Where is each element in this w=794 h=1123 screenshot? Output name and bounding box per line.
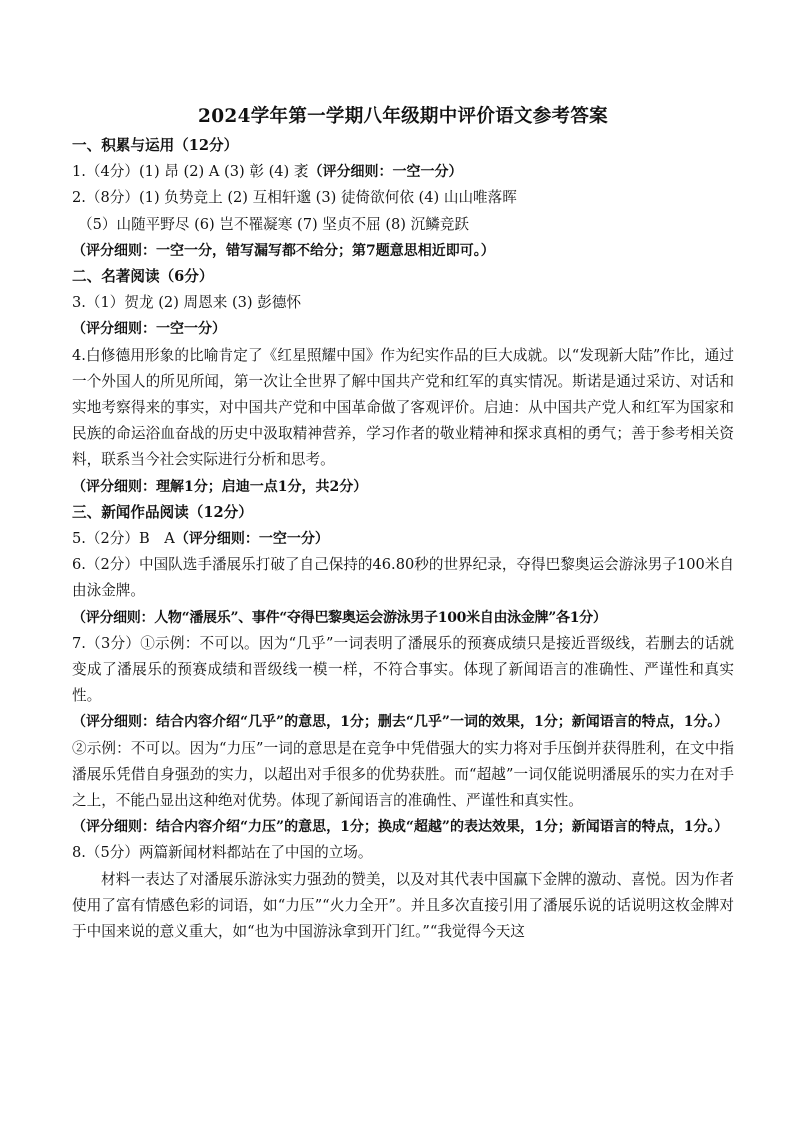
document-title: 2024学年第一学期八年级期中评价语文参考答案 bbox=[198, 106, 608, 127]
answer-q3: 3.（1）贺龙 (2) 周恩来 (3) 彭德怀 bbox=[72, 294, 302, 312]
scoring-note-q2: （评分细则：一空一分，错写漏写都不给分；第7题意思相近即可。） bbox=[72, 242, 495, 259]
answer-q8-material1: 材料一表达了对潘展乐游泳实力强劲的赞美，以及对其代表中国赢下金牌的激动、喜悦。因为作者使用了富有情感色彩的词语，如“力压”“火力全开”。并且多次直接引用了潘展乐说的话说明这枚金牌对于中国来说的意义重大，如“也为中国游泳拿到开门红。”“我觉得今天这 bbox=[72, 870, 734, 941]
scoring-note-q5: （评分细则：一空一分） bbox=[174, 531, 329, 548]
scoring-note-q6: （评分细则：人物“潘展乐”、事件“夺得巴黎奥运会游泳男子100米自由泳金牌”各1分） bbox=[72, 609, 607, 626]
answer-q4: 4.白修德用形象的比喻肯定了《红星照耀中国》作为纪实作品的巨大成就。以“发现新大陆”作比，通过一个外国人的所见所闻，第一次让全世界了解中国共产党和红军的真实情况。斯诺是通过采访、对话和实地考察得来的事实，对中国共产党和中国革命做了客观评价。启迪：从中国共产党人和红军为国家和民族的命运浴血奋战的历史中汲取精神营养，学习作者的敬业精神和探求真相的勇气；善于参考相关资料，联系当今社会实际进行分析和思考。 bbox=[72, 346, 734, 469]
answer-q1: 1.（4分）(1) 昂 (2) A (3) 彰 (4) 袤 bbox=[72, 163, 309, 181]
scoring-note-q1: （评分细则：一空一分） bbox=[308, 164, 463, 181]
scoring-note-q7-example2: （评分细则：结合内容介绍“力压”的意思，1分；换成“超越”的表达效果，1分；新闻语言的特点，1分。） bbox=[72, 819, 729, 836]
answer-q6: 6.（2分）中国队选手潘展乐打破了自己保持的46.80秒的世界纪录，夺得巴黎奥运会游泳男子100米自由泳金牌。 bbox=[72, 556, 735, 600]
answer-q7-example1: 7.（3分）①示例：不可以。因为“几乎”一词表明了潘展乐的预赛成绩只是接近晋级线，若删去的话就变成了潘展乐的预赛成绩和晋级线一模一样，不符合事实。体现了新闻语言的准确性、严谨性和真实性。 bbox=[72, 634, 734, 705]
section-heading-classics: 二、名著阅读（6分） bbox=[72, 268, 214, 286]
answer-q2-part2: （5）山随平野尽 (6) 岂不罹凝寒 (7) 坚贞不屈 (8) 沉鳞竞跃 bbox=[78, 215, 470, 233]
scoring-note-q3: （评分细则：一空一分） bbox=[72, 321, 226, 338]
answer-q2-part1: 2.（8分）(1) 负势竞上 (2) 互相轩邈 (3) 徒倚欲何依 (4) 山山唯落晖 bbox=[72, 189, 517, 207]
scoring-note-q4: （评分细则：理解1分；启迪一点1分，共2分） bbox=[72, 478, 368, 495]
section-heading-accumulation: 一、积累与运用（12分） bbox=[72, 137, 239, 154]
answer-q7-example2: ②示例：不可以。因为“力压”一词的意思是在竞争中凭借强大的实力将对手压倒并获得胜利，在文中指潘展乐凭借自身强劲的实力，以超出对手很多的优势获胜。而“超越”一词仅能说明潘展乐的实力在对手之上，不能凸显出这种绝对优势。体现了新闻语言的准确性、严谨性和真实性。 bbox=[72, 739, 734, 810]
scoring-note-q7-example1: （评分细则：结合内容介绍“几乎”的意思，1分；删去“几乎”一词的效果，1分；新闻语言的特点，1分。） bbox=[72, 714, 729, 731]
section-heading-news: 三、新闻作品阅读（12分） bbox=[72, 503, 253, 521]
answer-q5: 5.（2分）B A bbox=[72, 530, 175, 548]
answer-q8-intro: 8.（5分）两篇新闻材料都站在了中国的立场。 bbox=[72, 844, 373, 862]
